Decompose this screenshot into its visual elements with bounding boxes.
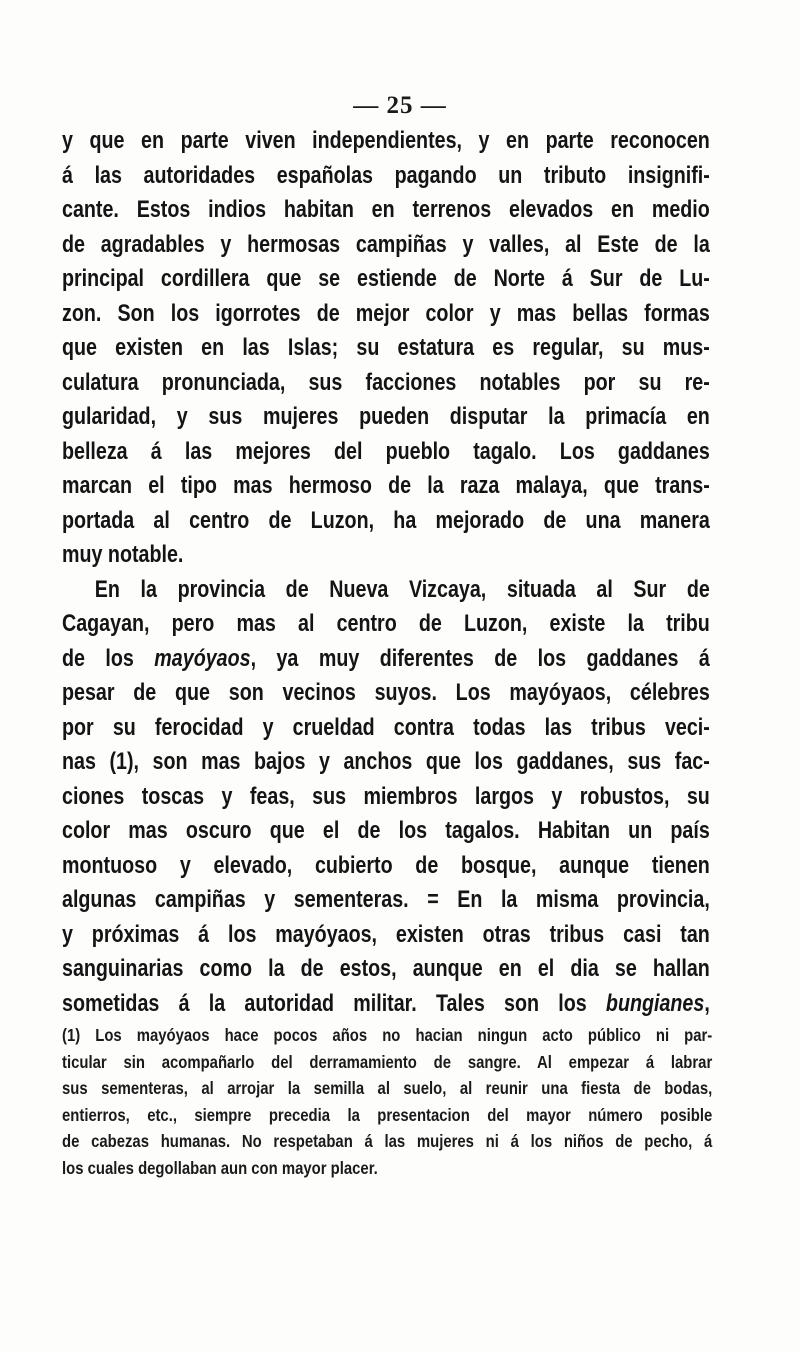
text-line: marcan el tipo mas hermoso de la raza malaya, que trans- xyxy=(62,472,710,499)
footnote-line: entierros, etc., siempre precedia la presentacion del mayor número posible xyxy=(62,1104,713,1125)
text-line-mixed xyxy=(62,642,710,677)
footnote-line: (1) Los mayóyaos hace pocos años no hacian ningun acto público ni par- xyxy=(62,1025,713,1045)
text-line: zon. Son los igorrotes de mejor color y mas bellas formas xyxy=(62,299,710,327)
footnote xyxy=(62,1022,713,1182)
text-line: sanguinarias como la de estos, aunque en el dia se hallan xyxy=(62,955,710,982)
text-line: principal cordillera que se estiende de Norte á Sur de Lu- xyxy=(62,265,710,292)
text-line: montuoso y elevado, cubierto de bosque, aunque tienen xyxy=(62,851,710,879)
text-line: á las autoridades españolas pagando un tributo insignifi- xyxy=(62,161,710,189)
text-line: color mas oscuro que el de los tagalos. Habitan un país xyxy=(62,817,710,844)
footnote-line: los cuales degollaban aun con mayor placer. xyxy=(62,1157,378,1178)
text-segment: sometidas á la autoridad militar. Tales son los xyxy=(62,989,606,1017)
text-line: y que en parte viven independientes, y en parte reconocen xyxy=(62,127,710,154)
page-number: — 25 — xyxy=(353,92,447,119)
text-line: ciones toscas y feas, sus miembros largos y robustos, su xyxy=(62,782,710,810)
text-line: que existen en las Islas; su estatura es regular, su mus- xyxy=(62,334,710,361)
text-segment: , ya muy diferentes de los gaddanes á xyxy=(250,644,710,672)
text-line: de agradables y hermosas campiñas y valles, al Este de la xyxy=(62,230,710,258)
text-line: algunas campiñas y sementeras. = En la misma provincia, xyxy=(62,886,710,913)
footnote-line: ticular sin acompañarlo del derramamiento de sangre. Al empezar á labrar xyxy=(62,1051,713,1072)
footnote-line: sus sementeras, al arrojar la semilla al suelo, al reunir una fiesta de bodas, xyxy=(62,1078,713,1099)
text-line: cante. Estos indios habitan en terrenos elevados en medio xyxy=(62,196,710,223)
text-line: por su ferocidad y crueldad contra todas las tribus veci- xyxy=(62,713,710,741)
body-text xyxy=(62,124,710,1021)
text-segment: de los xyxy=(62,644,155,672)
text-line: nas (1), son mas bajos y anchos que los gaddanes, sus fac- xyxy=(62,748,710,775)
text-line: En la provincia de Nueva Vizcaya, situada al Sur de xyxy=(94,575,710,603)
text-line-mixed xyxy=(62,987,710,1022)
text-line: belleza á las mejores del pueblo tagalo. Los gaddanes xyxy=(62,437,710,465)
italic-term: bungianes xyxy=(605,989,705,1017)
text-line: culatura pronunciada, sus facciones notables por su re- xyxy=(62,368,710,396)
text-line: muy notable. xyxy=(62,541,184,568)
footnote-line: de cabezas humanas. No respetaban á las mujeres ni á los niños de pecho, á xyxy=(62,1131,713,1152)
text-segment: , xyxy=(704,989,710,1017)
italic-term: mayóyaos xyxy=(154,644,251,672)
text-line: gularidad, y sus mujeres pueden disputar la primacía en xyxy=(62,403,710,430)
text-line: portada al centro de Luzon, ha mejorado de una manera xyxy=(62,506,710,534)
text-line: y próximas á los mayóyaos, existen otras tribus casi tan xyxy=(62,920,710,948)
text-line: pesar de que son vecinos suyos. Los mayóyaos, célebres xyxy=(62,679,710,706)
text-line: Cagayan, pero mas al centro de Luzon, existe la tribu xyxy=(62,610,710,637)
